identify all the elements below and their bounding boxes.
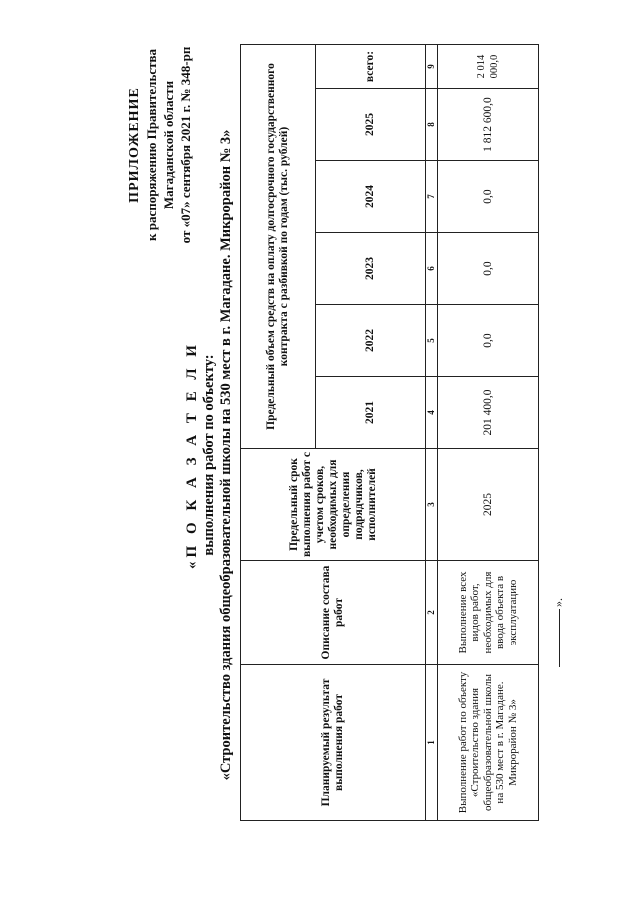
appendix-title: ПРИЛОЖЕНИЕ — [127, 87, 142, 203]
header-year-2025: 2025 — [316, 89, 426, 161]
header-year-2022: 2022 — [316, 305, 426, 377]
appendix-line-1: к распоряжению Правительства — [144, 48, 159, 242]
indicators-table — [240, 44, 539, 821]
document-heading — [184, 65, 235, 845]
closing-mark — [551, 598, 566, 667]
appendix-line-3: от «07» сентября 2021 г. № 348-рп — [178, 46, 193, 244]
column-number: 1 — [426, 665, 438, 821]
heading-line-3: «Строительство здания общеобразовательной школы на 530 мест в г. Магадане. Микрорайон № 3» — [218, 129, 234, 781]
header-year-2024: 2024 — [316, 161, 426, 233]
header-year-2021: 2021 — [316, 377, 426, 449]
row-deadline: 2025 — [438, 449, 539, 561]
header-result: Планируемый результат выполнения работ — [241, 665, 426, 821]
row-total: 2 014 000,0 — [438, 45, 539, 89]
column-number: 2 — [426, 561, 438, 665]
column-number: 7 — [426, 161, 438, 233]
row-result: Выполнение работ по объекту «Строительство здания общеобразовательной школы на 530 мест в г. Магадане. Микрорайон № 3» — [438, 665, 539, 821]
row-description: Выполнение всех видов работ, необходимых для ввода объекта в эксплуатацию — [438, 561, 539, 665]
column-number: 6 — [426, 233, 438, 305]
column-number: 9 — [426, 45, 438, 89]
row-value-2025: 1 812 600,0 — [438, 89, 539, 161]
header-row-1 — [241, 45, 316, 821]
closing-quote: ». — [551, 598, 565, 607]
column-number: 5 — [426, 305, 438, 377]
header-total: всего: — [316, 45, 426, 89]
closing-line — [559, 609, 560, 667]
column-number: 4 — [426, 377, 438, 449]
row-value-2024: 0,0 — [438, 161, 539, 233]
header-year-2023: 2023 — [316, 233, 426, 305]
heading-title: «П О К А З А Т Е Л И — [184, 341, 200, 569]
row-value-2021: 201 400,0 — [438, 377, 539, 449]
header-deadline: Предельный срок выполнения работ с учетом сроков, необходимых для определения подрядчиков, исполнителей — [241, 449, 426, 561]
appendix-line-2: Магаданской области — [161, 80, 176, 210]
table-row — [438, 45, 539, 821]
row-value-2023: 0,0 — [438, 233, 539, 305]
row-value-2022: 0,0 — [438, 305, 539, 377]
column-number: 3 — [426, 449, 438, 561]
heading-line-2: выполнения работ по объекту: — [201, 354, 217, 556]
column-number: 8 — [426, 89, 438, 161]
column-number-row — [426, 45, 438, 821]
header-description: Описание состава работ — [241, 561, 426, 665]
header-funding: Предельный объем средств на оплату долгосрочного государственного контракта с разбивкой по годам (тыс. рублей) — [241, 45, 316, 449]
